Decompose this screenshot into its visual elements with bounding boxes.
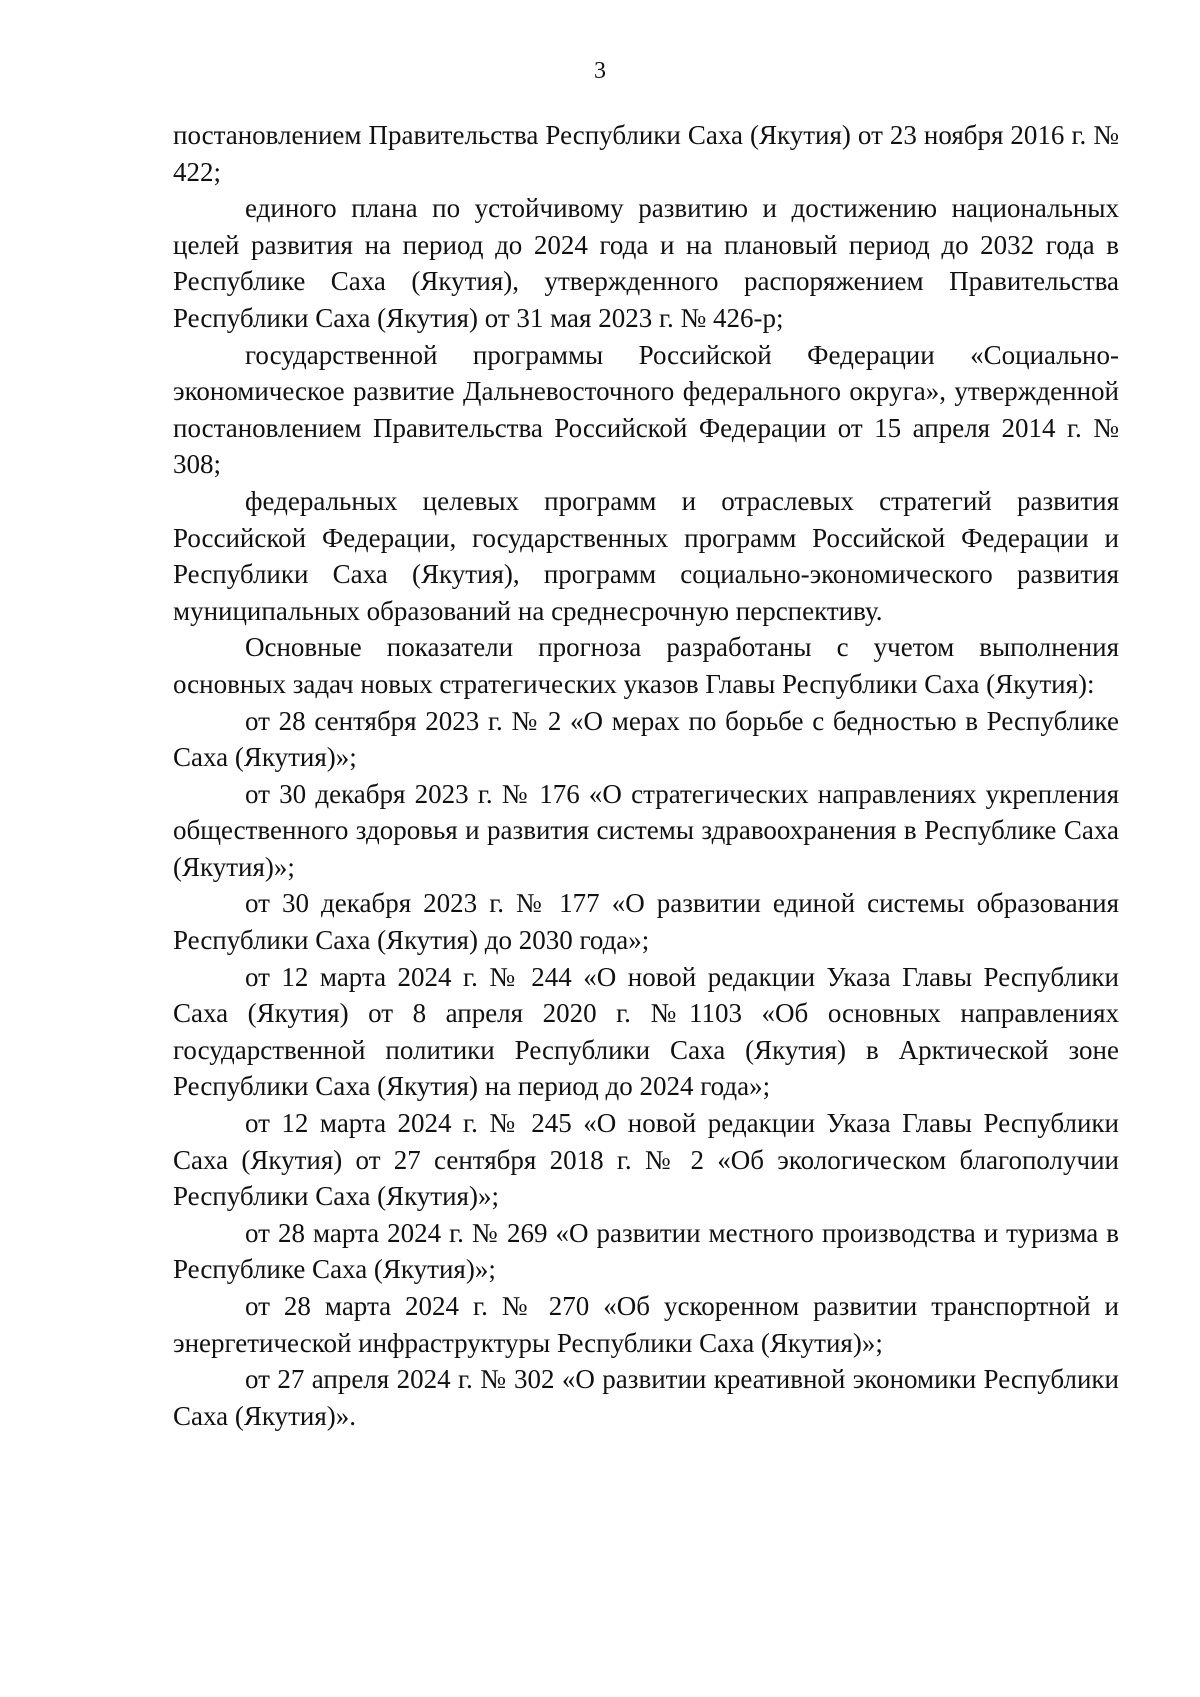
list-item-decree-244: от 12 марта 2024 г. № 244 «О новой редакции Указа Главы Республики Саха (Якутия) от 8 апреля 2020 г. №1103 «Об основных направлениях государственной политики Республики Саха (Якутия) в Арктической зоне Республики Саха (Якутия) на период до 2024 года»; (173, 961, 1119, 1102)
paragraph-main-indicators: Основные показатели прогноза разработаны с учетом выполнения основных задач новых стратегических указов Главы Республики Саха (Якутия): (173, 632, 1119, 699)
paragraph-continuation: постановлением Правительства Республики Саха (Якутия) от 23 ноября 2016 г. № 422; (173, 120, 1119, 187)
list-item-decree-270: от 28 марта 2024 г. № 270 «Об ускоренном развитии транспортной и энергетической инфраструктуры Республики Саха (Якутия)»; (173, 1291, 1119, 1358)
list-item-decree-269: от 28 марта 2024 г. № 269 «О развитии местного производства и туризма в Республике Саха (Якутия)»; (173, 1217, 1119, 1285)
list-item-decree-176: от 30 декабря 2023 г. № 176 «О стратегических направлениях укрепления общественного здоровья и развития системы здравоохранения в Республике Саха (Якутия)»; (173, 778, 1119, 882)
list-item-decree-245: от 12 марта 2024 г. № 245 «О новой редакции Указа Главы Республики Саха (Якутия) от 27 сентября 2018 г. № 2 «Об экологическом благополучии Республики Саха (Якутия)»; (173, 1108, 1119, 1212)
document-body (173, 117, 1119, 1434)
paragraph-unified-plan: единого плана по устойчивому развитию и достижению национальных целей развития на период до 2024 года и на плановый период до 2032 года в Республике Саха (Якутия), утвержденного распоряжением Правительства Республики Саха (Якутия) от 31 мая 2023 г. № 426-р; (173, 193, 1119, 333)
paragraph-state-program-far-east: государственной программы Российской Федерации «Социально-экономическое развитие Дальневосточного федерального округа», утвержденной постановлением Правительства Российской Федерации от 15 апреля 2014 г. № 308; (173, 339, 1119, 480)
list-item-decree-177: от 30 декабря 2023 г. № 177 «О развитии единой системы образования Республики Саха (Якутия) до 2030 года»; (173, 888, 1119, 956)
list-item-decree-302: от 27 апреля 2024 г. № 302 «О развитии креативной экономики Республики Саха (Якутия)». (173, 1364, 1119, 1431)
paragraph-federal-programs: федеральных целевых программ и отраслевых стратегий развития Российской Федерации, государственных программ Российской Федерации и Республики Саха (Якутия), программ социально-экономического развития муниципальных образований на среднесрочную перспективу. (173, 485, 1119, 626)
page-number: 3 (594, 58, 606, 84)
list-item-decree-2: от 28 сентября 2023 г. № 2 «О мерах по борьбе с бедностью в Республике Саха (Якутия)»; (173, 705, 1119, 773)
